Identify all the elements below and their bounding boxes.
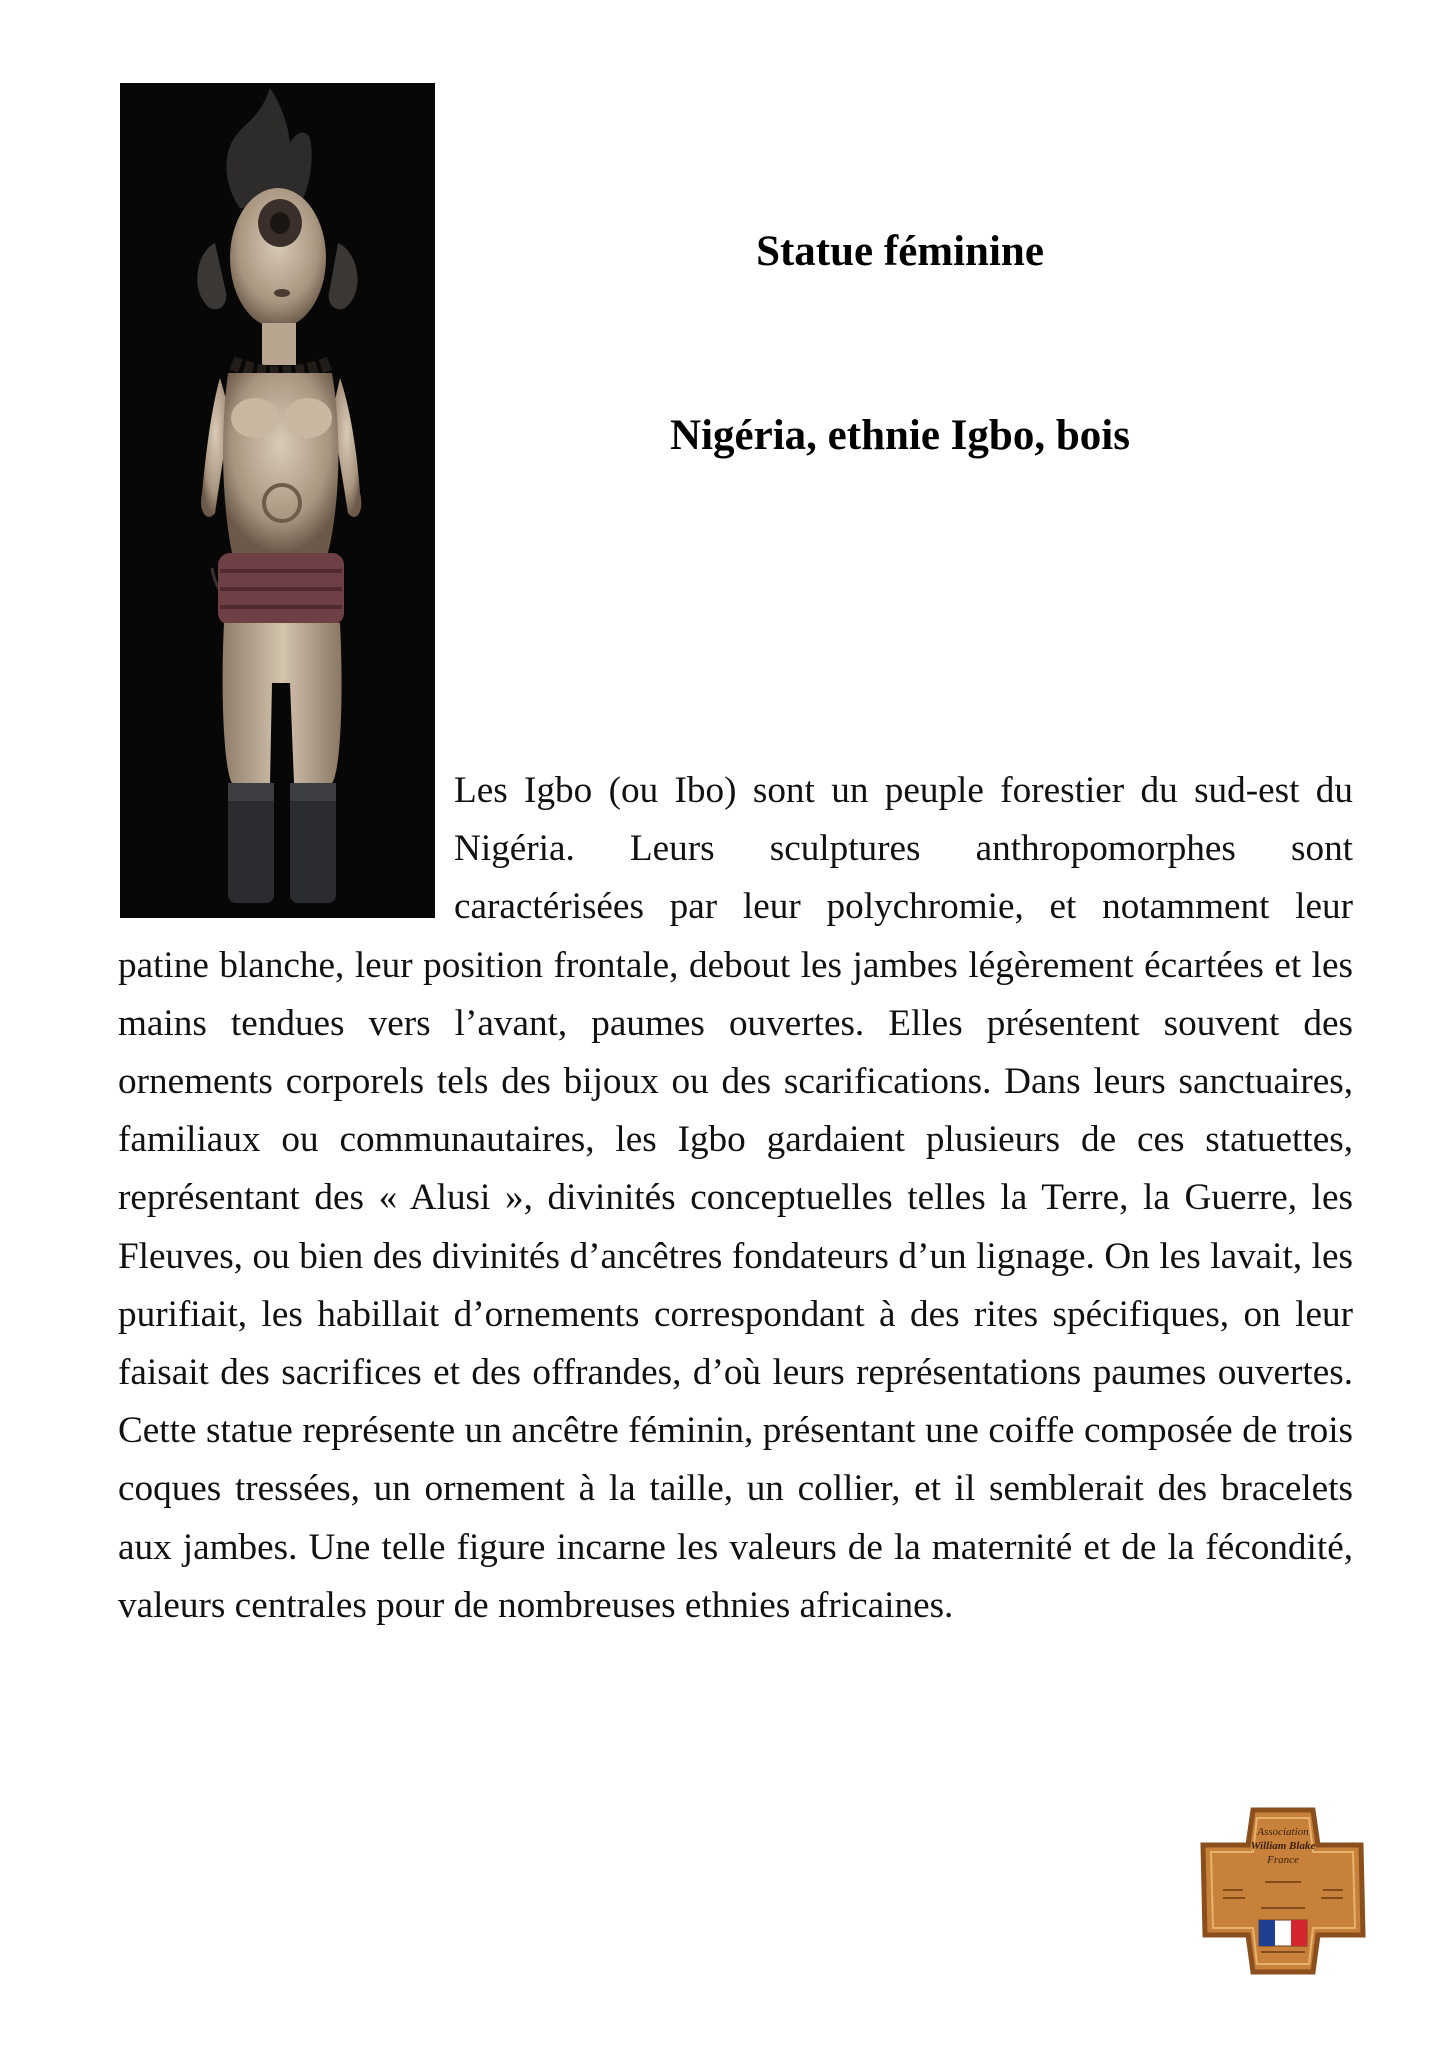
stamp-name-line-3: France: [1267, 1854, 1299, 1866]
stamp-name-line-1: Association: [1257, 1826, 1309, 1838]
association-stamp: [1183, 1790, 1383, 1990]
stamp-name-line-2: William Blake: [1250, 1840, 1316, 1852]
document-title: Statue féminine: [756, 228, 1044, 275]
body-paragraph: Les Igbo (ou Ibo) sont un peuple forestier du sud-est du Nigéria. Leurs sculptures anthropomorphes sont caractérisées par leur polychromie, et notamment leur patine blanche, leur position frontale, debout les jambes légèrement écartées et les mains tendues vers l’avant, paumes ouvertes. Elles présentent souvent des ornements corporels tels des bijoux ou des scarifications. Dans leurs sanctuaires, familiaux ou communautaires, les Igbo gardaient plusieurs de ces statuettes, représentant des « Alusi », divinités conceptuelles telles la Terre, la Guerre, les Fleuves, ou bien des divinités d’ancêtres fondateurs d’un lignage. On les lavait, les purifiait, les habillait d’ornements correspondant à des rites spécifiques, on leur faisait des sacrifices et des offrandes, d’où leurs représentations paumes ouvertes. Cette statue représente un ancêtre féminin, présentant une coiffe composée de trois coques tressées, un ornement à la taille, un collier, et il semblerait des bracelets aux jambes. Une telle figure incarne les valeurs de la maternité et de la fécondité, valeurs centrales pour de nombreuses ethnies africaines.: [118, 770, 1353, 1626]
document-subtitle: Nigéria, ethnie Igbo, bois: [670, 412, 1130, 459]
association-stamp-icon: [1183, 1790, 1383, 1990]
photo-wrap-spacer: [118, 762, 454, 936]
body-paragraph-container: [118, 762, 1353, 1635]
